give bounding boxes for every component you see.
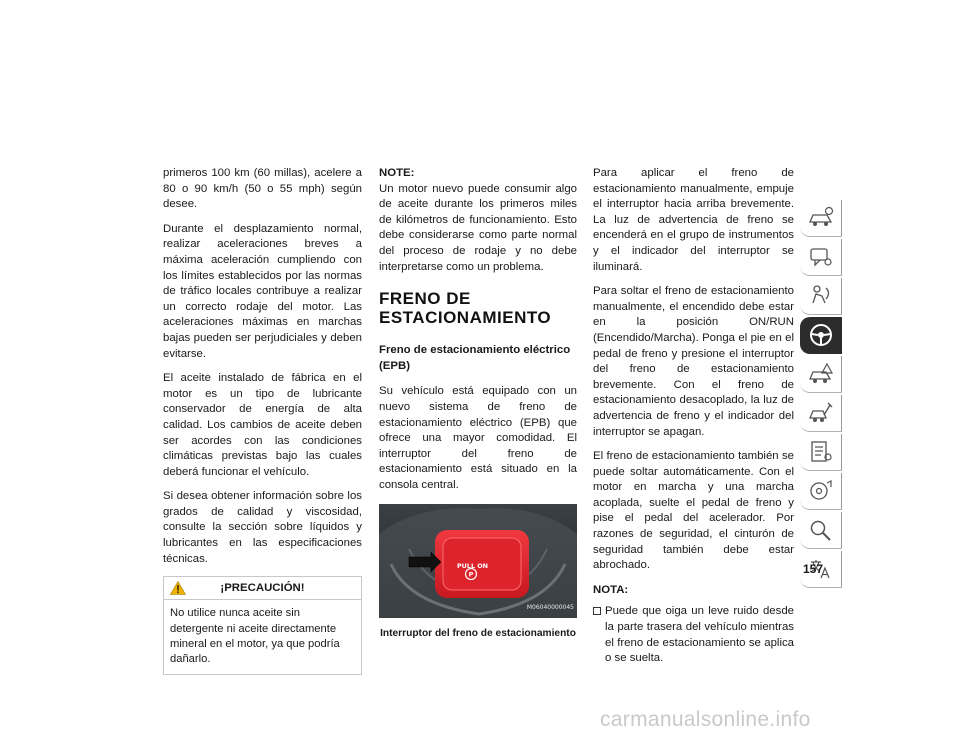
watermark: carmanualsonline.info xyxy=(600,708,811,731)
tab-maintenance[interactable] xyxy=(800,395,842,432)
caution-text: No utilice nunca aceite sin detergente ni aceite directamente mineral en el motor, ya que podría dañarlo. xyxy=(170,607,340,666)
tab-specifications[interactable] xyxy=(800,434,842,471)
caution-title: ¡PRECAUCIÓN! xyxy=(220,582,305,595)
dashboard-message-icon xyxy=(807,244,835,270)
car-info-icon xyxy=(807,205,835,231)
safety-airbag-icon xyxy=(807,283,835,309)
page-number: 157 xyxy=(803,562,824,576)
paragraph: Su vehículo está equipado con un nuevo sistema de freno de estacionamiento eléctrico (EPB) que ofrece una mayor comodidad. El interruptor del freno de estacionamiento está situado en la consola central. xyxy=(379,385,577,491)
bullet-text: Puede que oiga un leve ruido desde la parte trasera del vehículo mientras el freno de estacionamiento se aplica o se suelta. xyxy=(605,605,794,665)
steering-wheel-icon xyxy=(807,322,835,348)
tab-index[interactable] xyxy=(800,512,842,549)
multimedia-icon xyxy=(807,478,835,504)
specifications-list-icon xyxy=(807,439,835,465)
section-title-line-1: FRENO DE xyxy=(379,289,471,309)
svg-text:P: P xyxy=(468,570,474,578)
index-search-icon xyxy=(807,517,835,543)
note-label: NOTA: xyxy=(593,583,629,596)
caution-box xyxy=(163,576,362,675)
note-text: Un motor nuevo puede consumir algo de aceite durante los primeros miles de kilómetros de funcionamiento. Esto debe considerarse como parte normal del proceso de rodaje y no debe interpretarse como un problema. xyxy=(379,182,577,273)
paragraph: Si desea obtener información sobre los grados de calidad y viscosidad, consulte la sección sobre líquidos y lubricantes en las especificaciones técnicas. xyxy=(163,490,362,565)
text-column-2 xyxy=(379,166,577,641)
image-code: M06040000045 xyxy=(526,603,574,611)
maintenance-tools-icon xyxy=(807,400,835,426)
text-column-1 xyxy=(163,166,362,675)
bullet-item xyxy=(593,604,794,666)
warning-triangle-icon xyxy=(170,581,186,595)
brake-button-label: PULL ON xyxy=(457,561,489,570)
paragraph: primeros 100 km (60 millas), acelere a 80 o 90 km/h (50 o 55 mph) según desee. xyxy=(163,167,362,211)
paragraph: Para aplicar el freno de estacionamiento manualmente, empuje el interruptor hacia arriba brevemente. La luz de advertencia de freno se encenderá en el grupo de instrumentos y el indicador del interruptor se iluminará. xyxy=(593,167,794,273)
photo-caption: Interruptor del freno de estacionamiento xyxy=(380,627,576,639)
tab-safety[interactable] xyxy=(800,278,842,315)
bullet-square-icon xyxy=(593,607,601,615)
paragraph: Durante el desplazamiento normal, realizar aceleraciones breves a máxima aceleración cumpliendo con los límites establecidos por las normas de tráfico locales contribuye a realizar un correcto rodaje del motor. Las aceleraciones máximas en marchas bajas pueden ser perjudiciales y deben evitarse. xyxy=(163,222,362,360)
tab-starting-operating[interactable] xyxy=(800,317,842,354)
section-title xyxy=(379,289,577,327)
paragraph: Para soltar el freno de estacionamiento manualmente, el encendido debe estar en la posición ON/RUN (Encendido/Marcha). Ponga el pie en el pedal de freno y presione el interruptor del freno de estacionamiento brevemente. Con el freno de estacionamiento desacoplado, la luz de advertencia de freno y el indicador del interruptor se apagan. xyxy=(593,285,794,438)
text-column-3 xyxy=(593,166,794,676)
tab-emergency[interactable] xyxy=(800,356,842,393)
subsection-title: Freno de estacionamiento eléctrico (EPB) xyxy=(379,344,571,372)
parking-brake-switch-photo xyxy=(379,504,577,618)
caution-header xyxy=(164,577,361,600)
emergency-car-icon xyxy=(807,361,835,387)
paragraph: El aceite instalado de fábrica en el motor es un tipo de lubricante conservador de energía de alta calidad. Los cambios de aceite deben ser acordes con las condiciones climáticas previstas bajo las cuales deberá funcionar el vehículo. xyxy=(163,372,362,478)
tab-dashboard[interactable] xyxy=(800,239,842,276)
tab-car-info[interactable] xyxy=(800,200,842,237)
note-label: NOTE: xyxy=(379,167,415,179)
chapter-tabs xyxy=(800,200,842,590)
tab-multimedia[interactable] xyxy=(800,473,842,510)
section-title-line-2: ESTACIONAMIENTO xyxy=(379,308,552,328)
paragraph: El freno de estacionamiento también se puede soltar automáticamente. Con el motor en marcha y una marcha acoplada, suelte el pedal de freno y pise el pedal del acelerador. Por razones de seguridad, el cinturón de seguridad también debe estar abrochado. xyxy=(593,450,794,572)
